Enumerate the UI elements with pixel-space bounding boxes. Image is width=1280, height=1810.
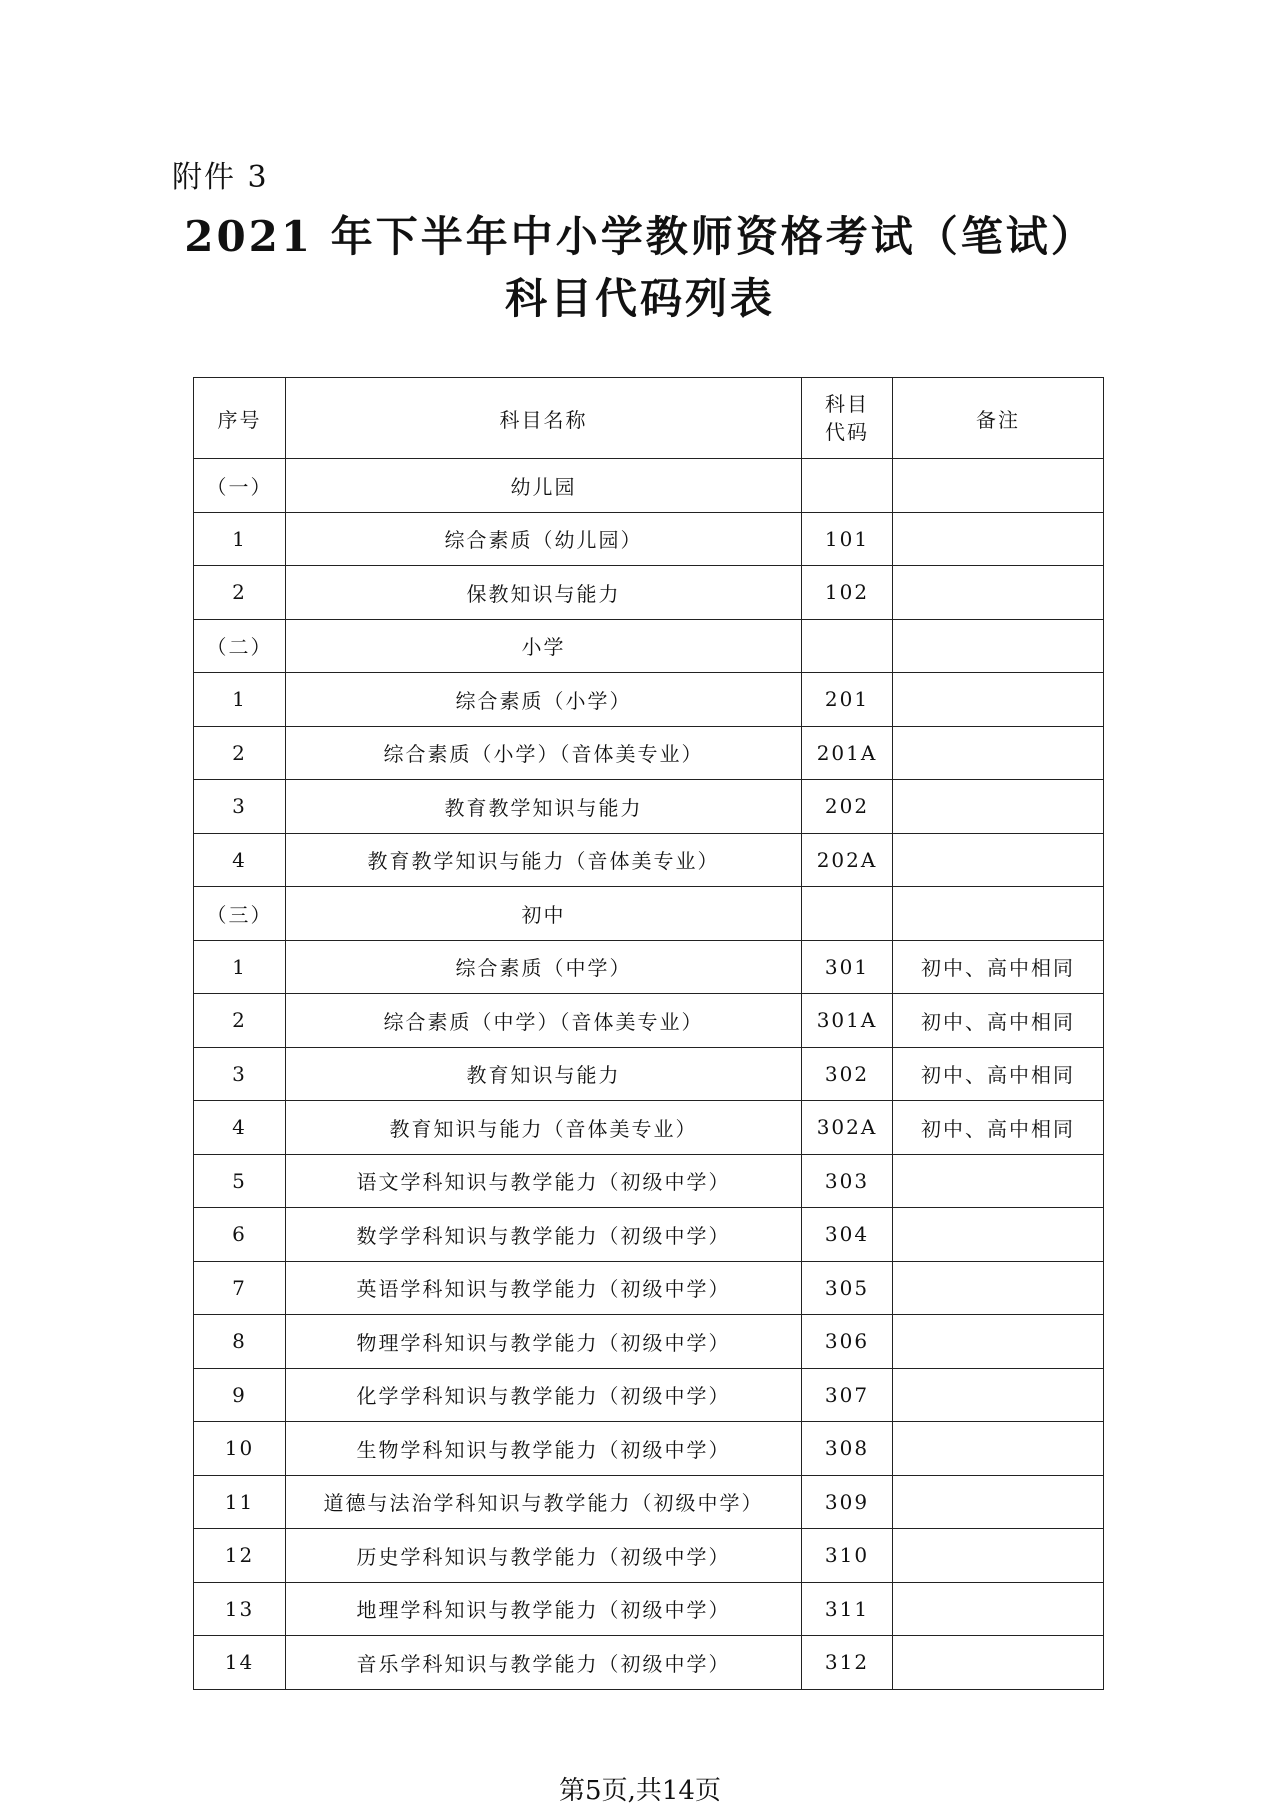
row-subject-code: 102 [802,566,893,620]
row-index: 3 [194,780,286,834]
row-subject-name: 综合素质（小学） [286,673,802,727]
table-row [194,566,1104,620]
row-subject-code: 303 [802,1154,893,1208]
row-subject-name: 教育教学知识与能力（音体美专业） [286,833,802,887]
row-subject-name: 地理学科知识与教学能力（初级中学） [286,1582,802,1636]
row-subject-code: 310 [802,1529,893,1583]
row-subject-code: 304 [802,1208,893,1262]
row-note [893,780,1104,834]
table-row [194,1154,1104,1208]
table-row [194,512,1104,566]
table-row [194,887,1104,941]
row-note [893,1422,1104,1476]
table-row [194,780,1104,834]
row-subject-code: 202A [802,833,893,887]
table-row [194,673,1104,727]
row-note [893,1529,1104,1583]
table-row [194,1047,1104,1101]
row-index: 1 [194,673,286,727]
document-title-line-2: 科目代码列表 [504,274,775,323]
row-note: 初中、高中相同 [893,940,1104,994]
row-note [893,726,1104,780]
row-index: 11 [194,1475,286,1529]
row-subject-name: 初中 [286,887,802,941]
subject-code-table [193,377,1104,1690]
table-row [194,994,1104,1048]
row-subject-code [802,887,893,941]
table-body [194,459,1104,1690]
row-subject-name: 幼儿园 [286,459,802,513]
header-subject-name: 科目名称 [286,378,802,459]
table-row [194,1368,1104,1422]
row-subject-name: 小学 [286,619,802,673]
row-index: 2 [194,726,286,780]
row-subject-name: 音乐学科知识与教学能力（初级中学） [286,1636,802,1690]
row-subject-code: 301A [802,994,893,1048]
row-subject-code: 308 [802,1422,893,1476]
row-note: 初中、高中相同 [893,1101,1104,1155]
row-subject-code: 101 [802,512,893,566]
row-subject-name: 综合素质（中学） [286,940,802,994]
table-row [194,1582,1104,1636]
row-subject-code: 306 [802,1315,893,1369]
row-index: （一） [194,459,286,513]
row-index: 4 [194,833,286,887]
row-subject-code: 201 [802,673,893,727]
table-row [194,833,1104,887]
row-subject-name: 物理学科知识与教学能力（初级中学） [286,1315,802,1369]
row-subject-name: 教育知识与能力（音体美专业） [286,1101,802,1155]
row-subject-code [802,619,893,673]
row-note [893,1475,1104,1529]
row-subject-code: 305 [802,1261,893,1315]
table-row [194,726,1104,780]
row-note [893,1315,1104,1369]
row-index: 8 [194,1315,286,1369]
table-row [194,1529,1104,1583]
row-index: 14 [194,1636,286,1690]
row-subject-code: 312 [802,1636,893,1690]
row-subject-name: 综合素质（中学）（音体美专业） [286,994,802,1048]
row-subject-name: 综合素质（小学）（音体美专业） [286,726,802,780]
row-subject-name: 教育教学知识与能力 [286,780,802,834]
row-index: 6 [194,1208,286,1262]
table-row [194,1101,1104,1155]
row-note [893,833,1104,887]
table-header-row [194,378,1104,459]
row-note [893,1154,1104,1208]
row-index: 5 [194,1154,286,1208]
row-subject-code: 307 [802,1368,893,1422]
header-index: 序号 [194,378,286,459]
header-subject-code [802,378,893,459]
row-note [893,619,1104,673]
table-row [194,1636,1104,1690]
row-subject-name: 历史学科知识与教学能力（初级中学） [286,1529,802,1583]
row-subject-name: 道德与法治学科知识与教学能力（初级中学） [286,1475,802,1529]
header-subject-code-line-2: 代码 [825,420,869,444]
table-row [194,1208,1104,1262]
row-subject-code: 202 [802,780,893,834]
row-subject-name: 生物学科知识与教学能力（初级中学） [286,1422,802,1476]
row-index: 9 [194,1368,286,1422]
row-note [893,1261,1104,1315]
row-index: 2 [194,994,286,1048]
row-index: 2 [194,566,286,620]
row-subject-name: 保教知识与能力 [286,566,802,620]
document-title-line-1: 2021 年下半年中小学教师资格考试（笔试） [184,212,1096,261]
header-subject-code-line-1: 科目 [825,392,869,416]
attachment-label: 附件 3 [172,160,269,195]
table-row [194,1475,1104,1529]
row-note [893,887,1104,941]
row-note [893,1582,1104,1636]
row-note [893,1208,1104,1262]
row-subject-name: 英语学科知识与教学能力（初级中学） [286,1261,802,1315]
row-subject-code: 302 [802,1047,893,1101]
row-subject-code [802,459,893,513]
row-note [893,566,1104,620]
row-subject-code: 309 [802,1475,893,1529]
table-row [194,940,1104,994]
row-index: 1 [194,940,286,994]
row-subject-code: 311 [802,1582,893,1636]
row-index: 10 [194,1422,286,1476]
row-note: 初中、高中相同 [893,1047,1104,1101]
row-index: 1 [194,512,286,566]
table-row [194,1315,1104,1369]
table-row [194,459,1104,513]
row-index: （三） [194,887,286,941]
row-index: 12 [194,1529,286,1583]
row-subject-name: 语文学科知识与教学能力（初级中学） [286,1154,802,1208]
row-note: 初中、高中相同 [893,994,1104,1048]
table-row [194,619,1104,673]
table-row [194,1261,1104,1315]
row-note [893,1636,1104,1690]
row-note [893,1368,1104,1422]
row-subject-name: 综合素质（幼儿园） [286,512,802,566]
row-subject-name: 化学学科知识与教学能力（初级中学） [286,1368,802,1422]
row-subject-code: 201A [802,726,893,780]
row-subject-name: 教育知识与能力 [286,1047,802,1101]
row-index: （二） [194,619,286,673]
row-subject-code: 301 [802,940,893,994]
row-note [893,459,1104,513]
row-index: 13 [194,1582,286,1636]
row-note [893,673,1104,727]
table-row [194,1422,1104,1476]
page-footer: 第5页,共14页 [559,1776,721,1806]
header-note: 备注 [893,378,1104,459]
row-subject-name: 数学学科知识与教学能力（初级中学） [286,1208,802,1262]
row-subject-code: 302A [802,1101,893,1155]
row-note [893,512,1104,566]
row-index: 4 [194,1101,286,1155]
row-index: 3 [194,1047,286,1101]
row-index: 7 [194,1261,286,1315]
